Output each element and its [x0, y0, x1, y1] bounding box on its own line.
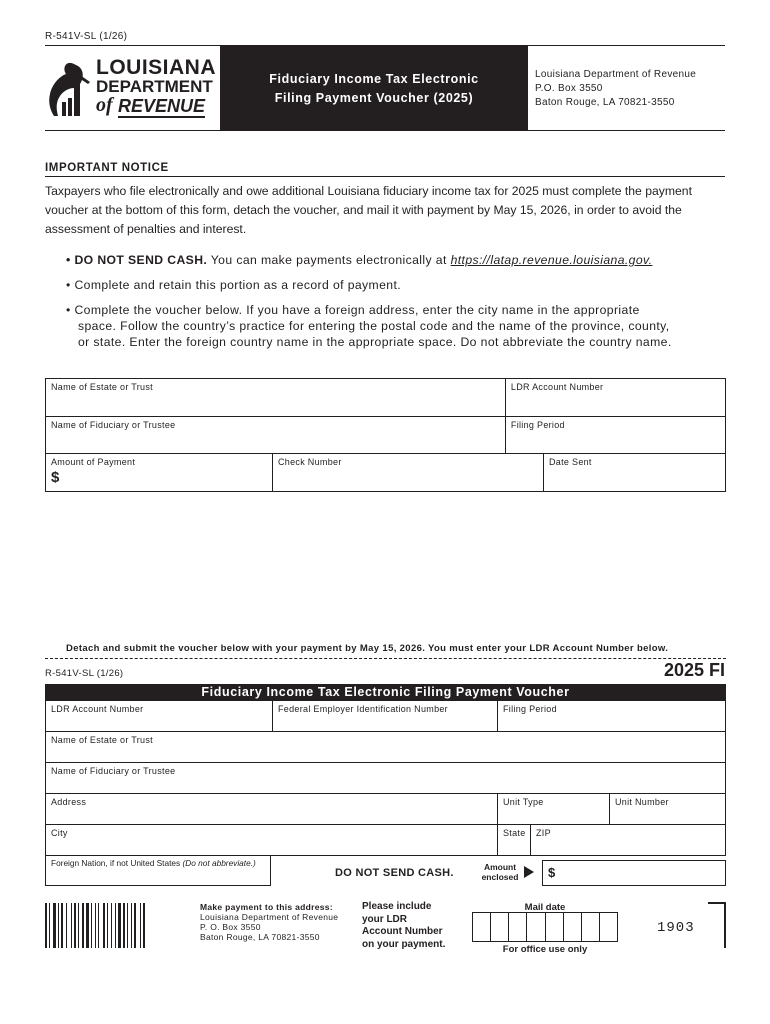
record-estate-label: Name of Estate or Trust — [51, 382, 153, 392]
header-address-line1: Louisiana Department of Revenue — [535, 69, 697, 80]
record-amount-label: Amount of Payment — [51, 457, 136, 467]
voucher-unit-type-field[interactable] — [498, 794, 610, 825]
header-title-line1: Fiduciary Income Tax Electronic — [269, 72, 479, 86]
mail-date-digit-box[interactable] — [564, 913, 582, 941]
latap-link[interactable]: https://latap.revenue.louisiana.gov. — [450, 253, 653, 267]
voucher-fiduciary-label: Name of Fiduciary or Trustee — [51, 766, 176, 776]
barcode-bar — [82, 903, 84, 948]
voucher-unit-number-label: Unit Number — [615, 797, 669, 807]
voucher-foreign-field[interactable] — [45, 855, 271, 886]
barcode-bar — [98, 903, 99, 948]
barcode-bar — [61, 903, 63, 948]
voucher-estate-label: Name of Estate or Trust — [51, 735, 153, 745]
barcode-bar — [91, 903, 92, 948]
make-payment-heading: Make payment to this address: — [200, 902, 333, 912]
bullet-complete-line2: space. Follow the country’s practice for entering the postal code and the name of the province, county, — [78, 319, 670, 333]
voucher-fein-label: Federal Employer Identification Number — [278, 704, 448, 714]
bullet-no-cash — [66, 252, 652, 268]
notice-paragraph — [45, 182, 735, 239]
footer-address-line2: P. O. Box 3550 — [200, 922, 261, 932]
please-include-line3: Account Number — [362, 926, 443, 937]
mail-date-digit-box[interactable] — [509, 913, 527, 941]
footer-address-line3: Baton Rouge, LA 70821-3550 — [200, 932, 320, 942]
voucher-ldr-field[interactable] — [46, 701, 273, 732]
barcode-bar — [131, 903, 132, 948]
record-date-label: Date Sent — [549, 457, 592, 467]
amount-enclosed-line2: enclosed — [481, 872, 519, 882]
ldr-logo — [44, 58, 214, 120]
mail-date-boxes[interactable] — [472, 912, 618, 942]
barcode-bar — [143, 903, 145, 948]
voucher-address-label: Address — [51, 797, 87, 807]
form-code: 1903 — [657, 920, 695, 936]
voucher-zip-label: ZIP — [536, 828, 551, 838]
barcode-bar — [115, 903, 116, 948]
bullet-no-cash-bold: • DO NOT SEND CASH. — [66, 253, 208, 267]
logo-line3a: of — [96, 94, 113, 116]
mail-date-digit-box[interactable] — [546, 913, 564, 941]
amount-dollar-sign: $ — [548, 865, 556, 880]
bullet-complete-line3: or state. Enter the foreign country name in the appropriate space. Do not abbreviate the country name. — [78, 335, 672, 349]
barcode-bar — [140, 903, 141, 948]
detach-line — [45, 658, 726, 659]
footer-address-line1: Louisiana Department of Revenue — [200, 912, 339, 922]
record-fiduciary-label: Name of Fiduciary or Trustee — [51, 420, 176, 430]
mail-date-digit-box[interactable] — [527, 913, 545, 941]
voucher-period-label: Filing Period — [503, 704, 557, 714]
footer-address — [200, 912, 338, 942]
voucher-zip-field[interactable] — [531, 825, 556, 855]
notice-heading: IMPORTANT NOTICE — [45, 162, 169, 174]
barcode-bar — [86, 903, 89, 948]
barcode-bar — [49, 903, 50, 948]
barcode-bar — [107, 903, 108, 948]
logo-line1: LOUISIANA — [96, 56, 216, 79]
voucher-unit-type-label: Unit Type — [503, 797, 544, 807]
voucher-fiduciary-field[interactable] — [46, 763, 726, 794]
voucher-foreign-note: (Do not abbreviate.) — [182, 858, 256, 868]
barcode-bar — [118, 903, 121, 948]
voucher-state-field[interactable] — [498, 825, 531, 855]
notice-paragraph-line1: Taxpayers who file electronically and owe additional Louisiana fiduciary income tax for 2025 must complete the payment — [45, 184, 692, 198]
record-fiduciary-field[interactable] — [46, 417, 506, 454]
voucher-table — [45, 700, 726, 856]
voucher-form-id: R-541V-SL (1/26) — [45, 668, 124, 679]
barcode-bar — [111, 903, 112, 948]
record-period-label: Filing Period — [510, 420, 565, 430]
record-period-field[interactable] — [505, 417, 725, 454]
please-include-line1: Please include — [362, 901, 432, 912]
record-amount-field[interactable] — [46, 454, 273, 492]
arrow-right-icon — [524, 866, 534, 878]
form-id: R-541V-SL (1/26) — [45, 31, 128, 42]
record-date-field[interactable] — [544, 454, 726, 492]
voucher-year-code: 2025 FI — [663, 660, 725, 680]
mail-date-digit-box[interactable] — [600, 913, 617, 941]
mail-date-digit-box[interactable] — [582, 913, 600, 941]
barcode-bar — [134, 903, 136, 948]
record-estate-field[interactable] — [46, 379, 506, 417]
please-include — [362, 901, 445, 951]
voucher-fein-field[interactable] — [273, 701, 498, 732]
please-include-line2: your LDR — [362, 913, 407, 925]
logo-line2: DEPARTMENT — [96, 77, 213, 96]
bullet-complete-line1: • Complete the voucher below. If you have a foreign address, enter the city name in the appropriate — [66, 303, 640, 317]
logo-line3b: REVENUE — [118, 96, 206, 116]
office-use-label: For office use only — [502, 944, 588, 955]
voucher-no-cash: DO NOT SEND CASH. — [335, 867, 454, 879]
bullet-complete — [66, 302, 672, 350]
header-title-line2: Filing Payment Voucher (2025) — [274, 91, 474, 105]
header-address-line3: Baton Rouge, LA 70821-3550 — [535, 97, 675, 108]
record-ldr-field[interactable] — [505, 379, 725, 417]
detach-instruction: Detach and submit the voucher below with your payment by May 15, 2026. You must enter your LDR Account Number below. — [66, 643, 669, 654]
mail-date-digit-box[interactable] — [473, 913, 491, 941]
voucher-estate-field[interactable] — [46, 732, 726, 763]
barcode-bar — [103, 903, 105, 948]
amount-enclosed-line1: Amount — [483, 862, 517, 872]
voucher-unit-number-field[interactable] — [610, 794, 726, 825]
record-dollar-sign: $ — [51, 469, 60, 486]
barcode-bar — [53, 903, 56, 948]
barcode-bar — [45, 903, 47, 948]
barcode — [45, 903, 165, 948]
amount-enclosed-field[interactable] — [542, 860, 726, 886]
barcode-bar — [58, 903, 59, 948]
bullet-no-cash-text: You can make payments electronically at — [207, 253, 451, 267]
voucher-period-field[interactable] — [498, 701, 726, 732]
record-table — [45, 378, 726, 492]
voucher-ldr-label: LDR Account Number — [51, 704, 144, 714]
voucher-city-label: City — [51, 828, 68, 838]
barcode-bar — [66, 903, 67, 948]
please-include-line4: on your payment. — [362, 938, 446, 950]
corner-mark — [708, 902, 726, 948]
notice-paragraph-line3: assessment of penalties and interest. — [45, 222, 247, 236]
record-ldr-label: LDR Account Number — [510, 382, 604, 392]
pelican-icon — [44, 58, 104, 120]
notice-paragraph-line2: voucher at the bottom of this form, detach the voucher, and mail it with payment by May 15, 2026, in order to avoid the — [45, 203, 682, 217]
bullet-retain: • Complete and retain this portion as a record of payment. — [66, 278, 402, 292]
record-check-field[interactable] — [273, 454, 544, 492]
header-title-box — [220, 45, 528, 130]
mail-date-digit-box[interactable] — [491, 913, 509, 941]
barcode-bar — [95, 903, 96, 948]
header-address — [535, 68, 696, 110]
amount-enclosed-label — [478, 862, 522, 882]
barcode-bar — [123, 903, 125, 948]
voucher-address-field[interactable] — [46, 794, 498, 825]
voucher-title: Fiduciary Income Tax Electronic Filing Payment Voucher — [45, 684, 726, 700]
voucher-state-zip-cell — [498, 825, 726, 856]
barcode-bar — [71, 903, 72, 948]
header-address-line2: P.O. Box 3550 — [535, 83, 603, 94]
voucher-state-label: State — [503, 828, 526, 838]
voucher-city-field[interactable] — [46, 825, 498, 856]
barcode-bar — [78, 903, 79, 948]
record-check-label: Check Number — [278, 457, 342, 467]
header-bottom-rule — [45, 130, 725, 131]
barcode-bar — [74, 903, 76, 948]
notice-rule — [45, 176, 725, 177]
voucher-foreign-label: Foreign Nation, if not United States — [51, 858, 183, 868]
mail-date-label: Mail date — [524, 902, 566, 913]
barcode-bar — [127, 903, 128, 948]
